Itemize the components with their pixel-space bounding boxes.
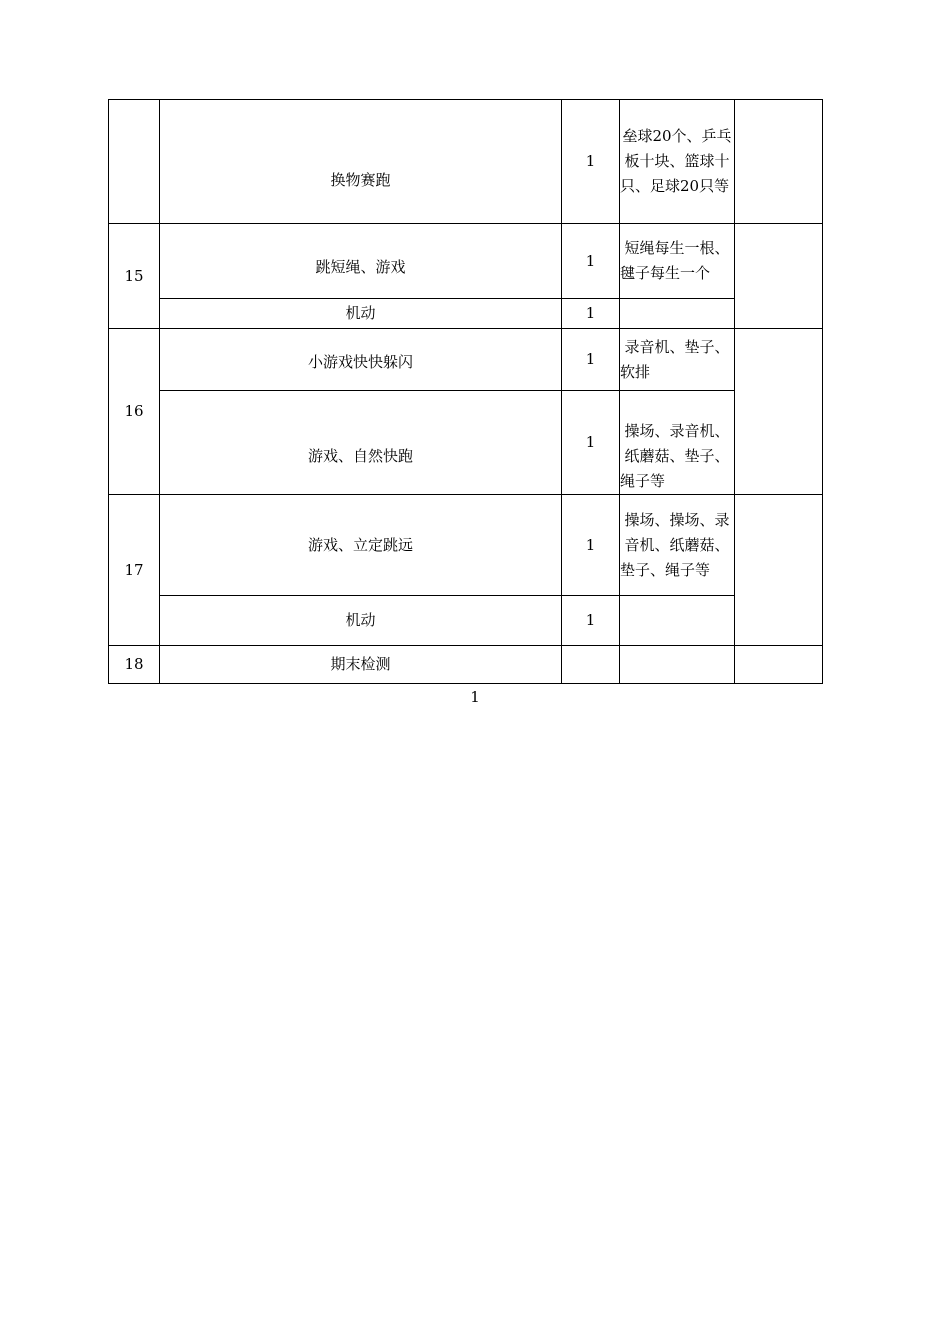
notes-cell <box>735 646 823 684</box>
hours-cell: 1 <box>562 299 620 329</box>
equipment-cell: 操场、操场、录音机、纸蘑菇、垫子、绳子等 <box>620 495 735 596</box>
schedule-table <box>108 99 823 684</box>
table-row <box>109 224 823 299</box>
hours-cell: 1 <box>562 100 620 224</box>
hours-cell: 1 <box>562 596 620 646</box>
week-cell: 18 <box>109 646 160 684</box>
hours-cell: 1 <box>562 329 620 391</box>
week-cell: 16 <box>109 329 160 495</box>
table-row <box>109 391 823 495</box>
notes-cell <box>735 224 823 329</box>
content-cell <box>160 100 562 224</box>
notes-cell <box>735 329 823 495</box>
content-cell <box>160 329 562 391</box>
content-cell: 机动 <box>160 596 562 646</box>
table-row <box>109 596 823 646</box>
equipment-cell: 操场、录音机、纸蘑菇、垫子、绳子等 <box>620 391 735 495</box>
table-row <box>109 329 823 391</box>
equipment-cell <box>620 299 735 329</box>
content-cell: 期末检测 <box>160 646 562 684</box>
content-text: 游戏、自然快跑 <box>307 446 413 465</box>
page-number: 1 <box>470 688 480 706</box>
content-text: 小游戏快快躲闪 <box>307 353 413 371</box>
content-cell: 游戏、立定跳远 <box>160 495 562 596</box>
content-cell: 机动 <box>160 299 562 329</box>
content-cell <box>160 391 562 495</box>
notes-cell <box>735 495 823 646</box>
equipment-cell: 录音机、垫子、软排 <box>620 329 735 391</box>
week-cell <box>109 100 160 224</box>
content-cell <box>160 224 562 299</box>
table-row <box>109 299 823 329</box>
equipment-cell: 短绳每生一根、毽子每生一个 <box>620 224 735 299</box>
week-cell: 15 <box>109 224 160 329</box>
content-text: 跳短绳、游戏 <box>315 257 406 276</box>
equipment-cell: 垒球20个、乒乓板十块、篮球十只、足球20只等 <box>620 100 735 224</box>
table-row <box>109 495 823 596</box>
content-text: 换物赛跑 <box>330 170 391 189</box>
hours-cell: 1 <box>562 224 620 299</box>
hours-cell: 1 <box>562 495 620 596</box>
week-cell: 17 <box>109 495 160 646</box>
table-row <box>109 100 823 224</box>
hours-cell <box>562 646 620 684</box>
notes-cell <box>735 100 823 224</box>
equipment-cell <box>620 646 735 684</box>
table-row <box>109 646 823 684</box>
equipment-cell <box>620 596 735 646</box>
hours-cell: 1 <box>562 391 620 495</box>
